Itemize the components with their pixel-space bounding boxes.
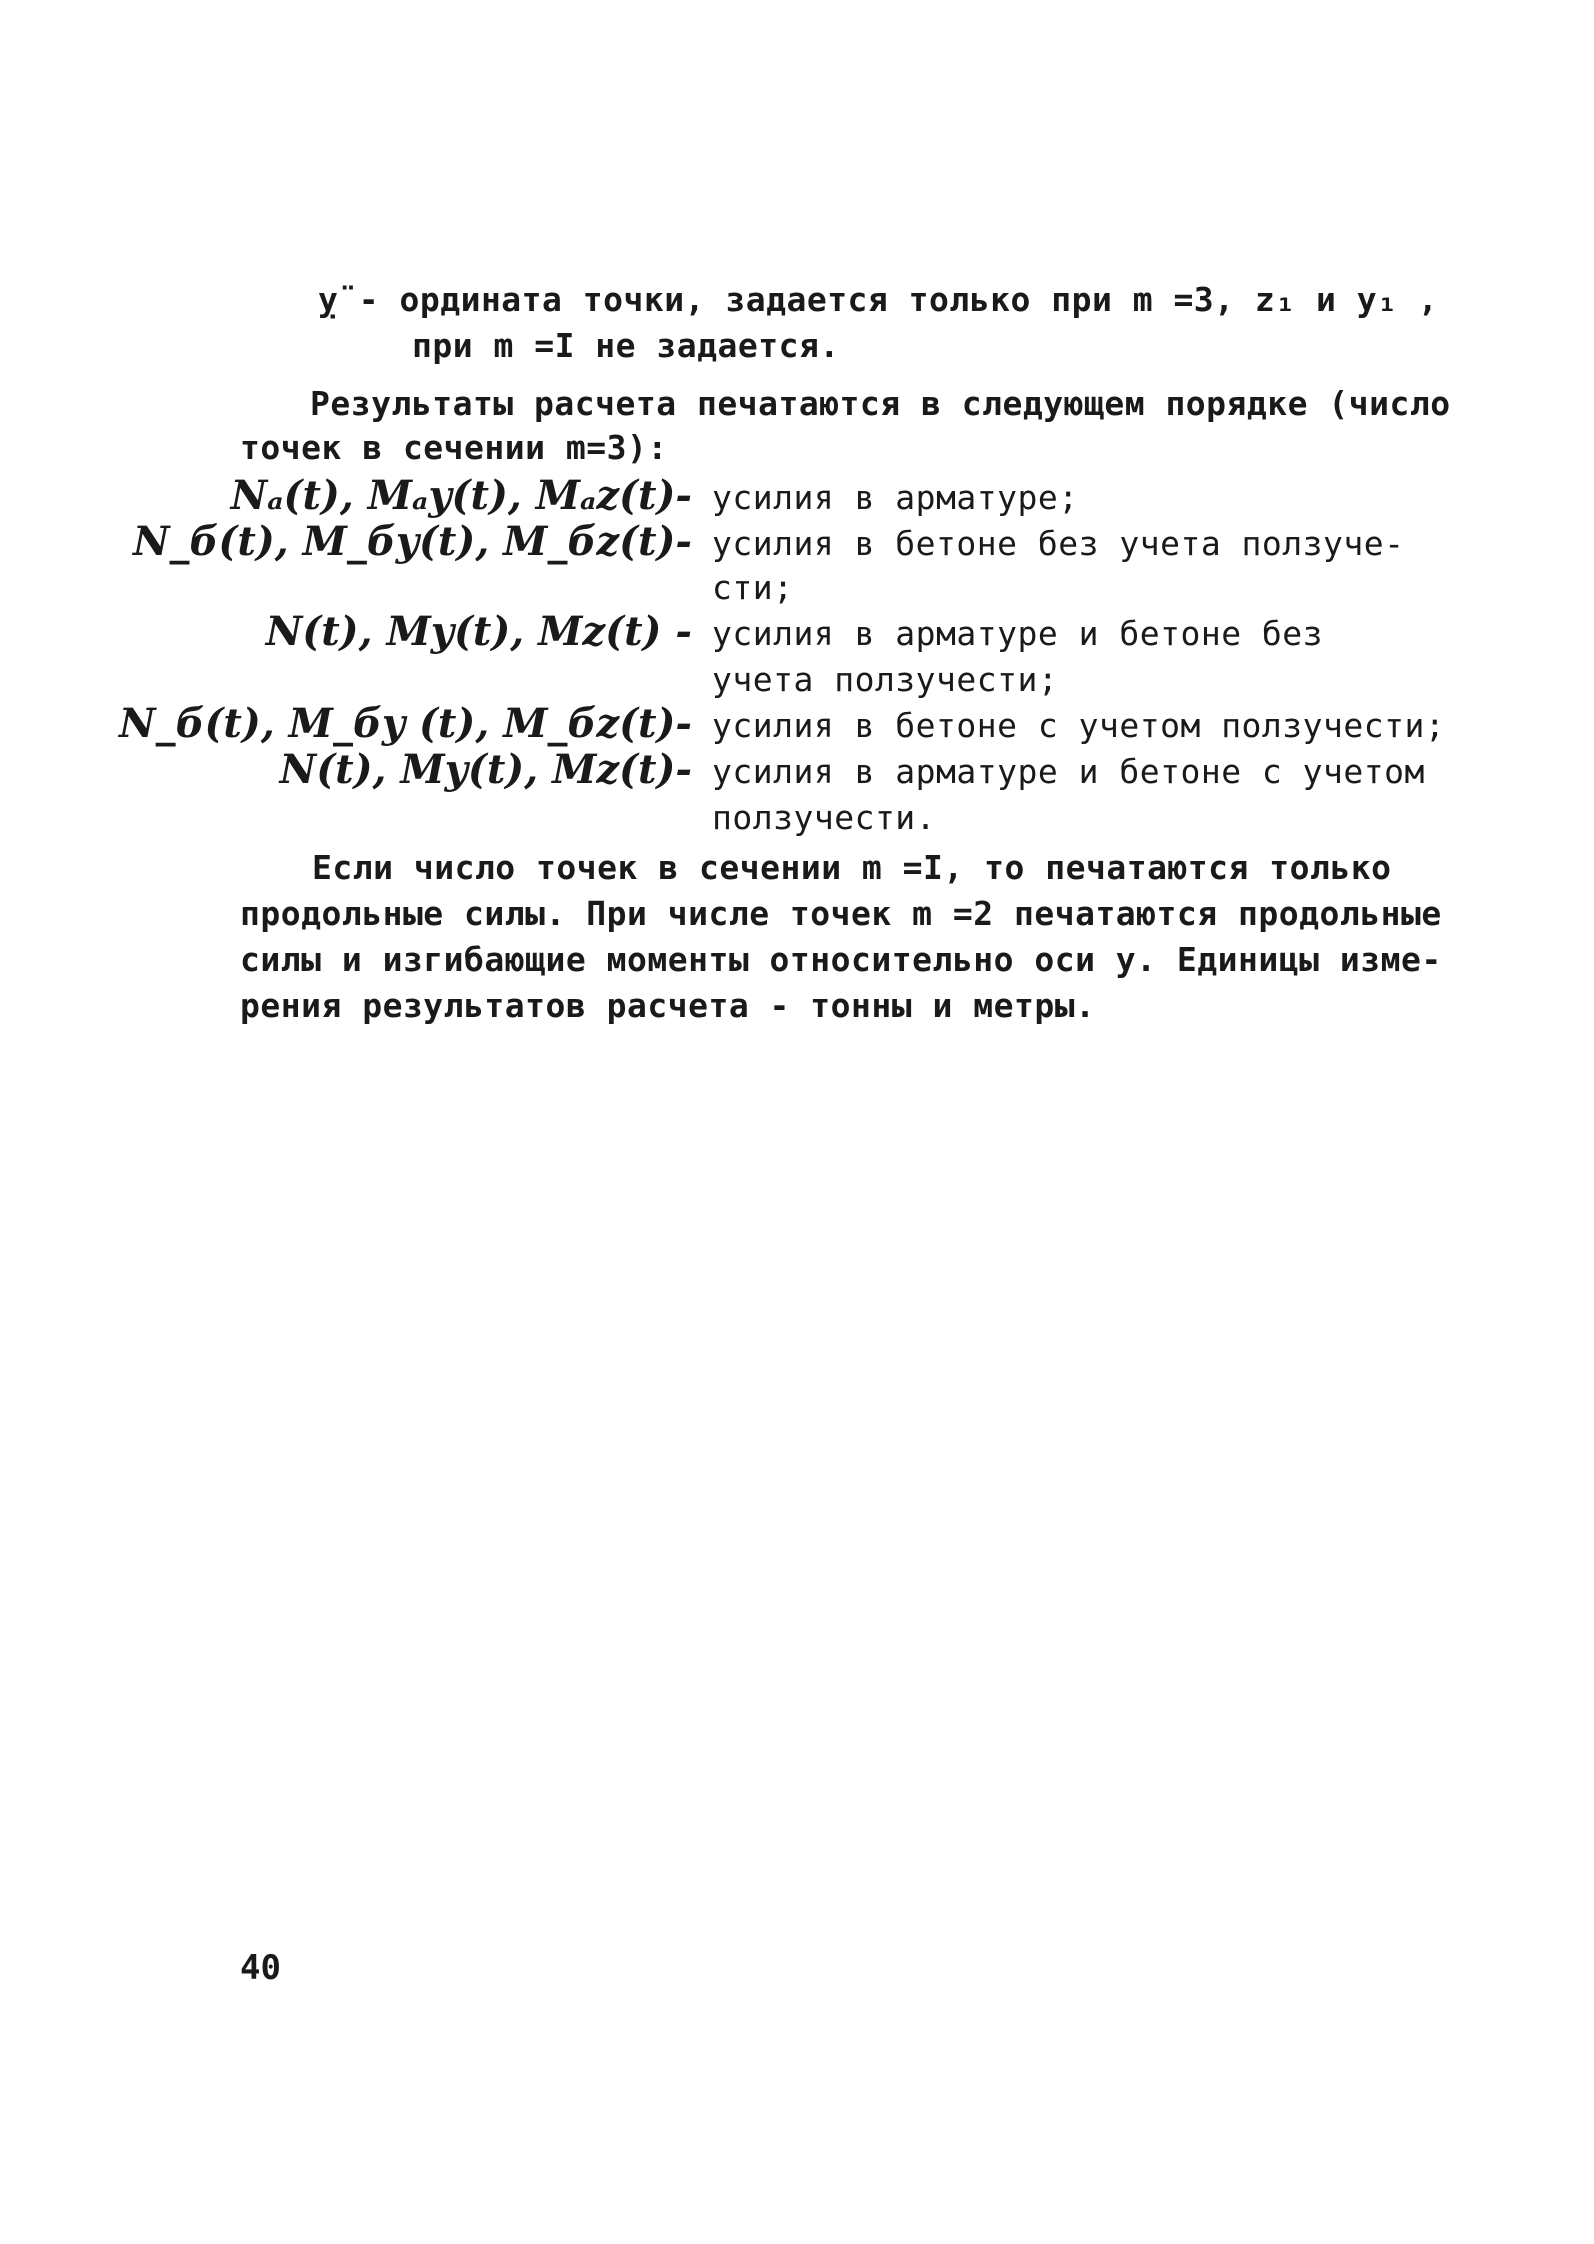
desc-concrete-no-creep-line-1: усилия в бетоне без учета ползуче- [712, 524, 1405, 563]
desc-reinforcement: усилия в арматуре; [712, 478, 1079, 517]
formula-combined-no-creep: N(t), My(t), Mz(t) - [265, 608, 692, 655]
desc-concrete-creep: усилия в бетоне с учетом ползучести; [712, 706, 1446, 745]
desc-combined-creep-line-1: усилия в арматуре и бетоне с учетом [712, 752, 1425, 791]
results-intro-line-2: точек в сечении m=3): [240, 428, 668, 467]
note-line-4: рения результатов расчета - тонны и метры. [240, 986, 1096, 1025]
formula-concrete-no-creep: N_б(t), M_бy(t), M_бz(t)- [132, 518, 692, 565]
desc-combined-no-creep-line-2: учета ползучести; [712, 660, 1059, 699]
formula-combined-creep: N(t), My(t), Mz(t)- [279, 746, 692, 793]
ordinate-definition-line-2: при m =I не задается. [412, 326, 840, 365]
results-intro-line-1: Результаты расчета печатаются в следующем порядке (число [310, 384, 1451, 423]
note-line-1: Если число точек в сечении m =I, то печатаются только [312, 848, 1392, 887]
desc-combined-no-creep-line-1: усилия в арматуре и бетоне без [712, 614, 1324, 653]
formula-concrete-creep: N_б(t), M_бy (t), M_бz(t)- [119, 700, 692, 747]
desc-combined-creep-line-2: ползучести. [712, 798, 937, 837]
note-line-2: продольные силы. При числе точек m =2 печатаются продольные [240, 894, 1442, 933]
page-number: 40 [240, 1948, 281, 1988]
note-line-3: силы и изгибающие моменты относительно оси y. Единицы изме- [240, 940, 1442, 979]
desc-concrete-no-creep-line-2: сти; [712, 568, 794, 607]
ordinate-definition-line-1: ỵ̈ - ордината точки, задается только при m =3, z₁ и y₁ , [318, 280, 1439, 319]
formula-reinforcement: Nₐ(t), Mₐy(t), Mₐz(t)- [230, 472, 692, 519]
